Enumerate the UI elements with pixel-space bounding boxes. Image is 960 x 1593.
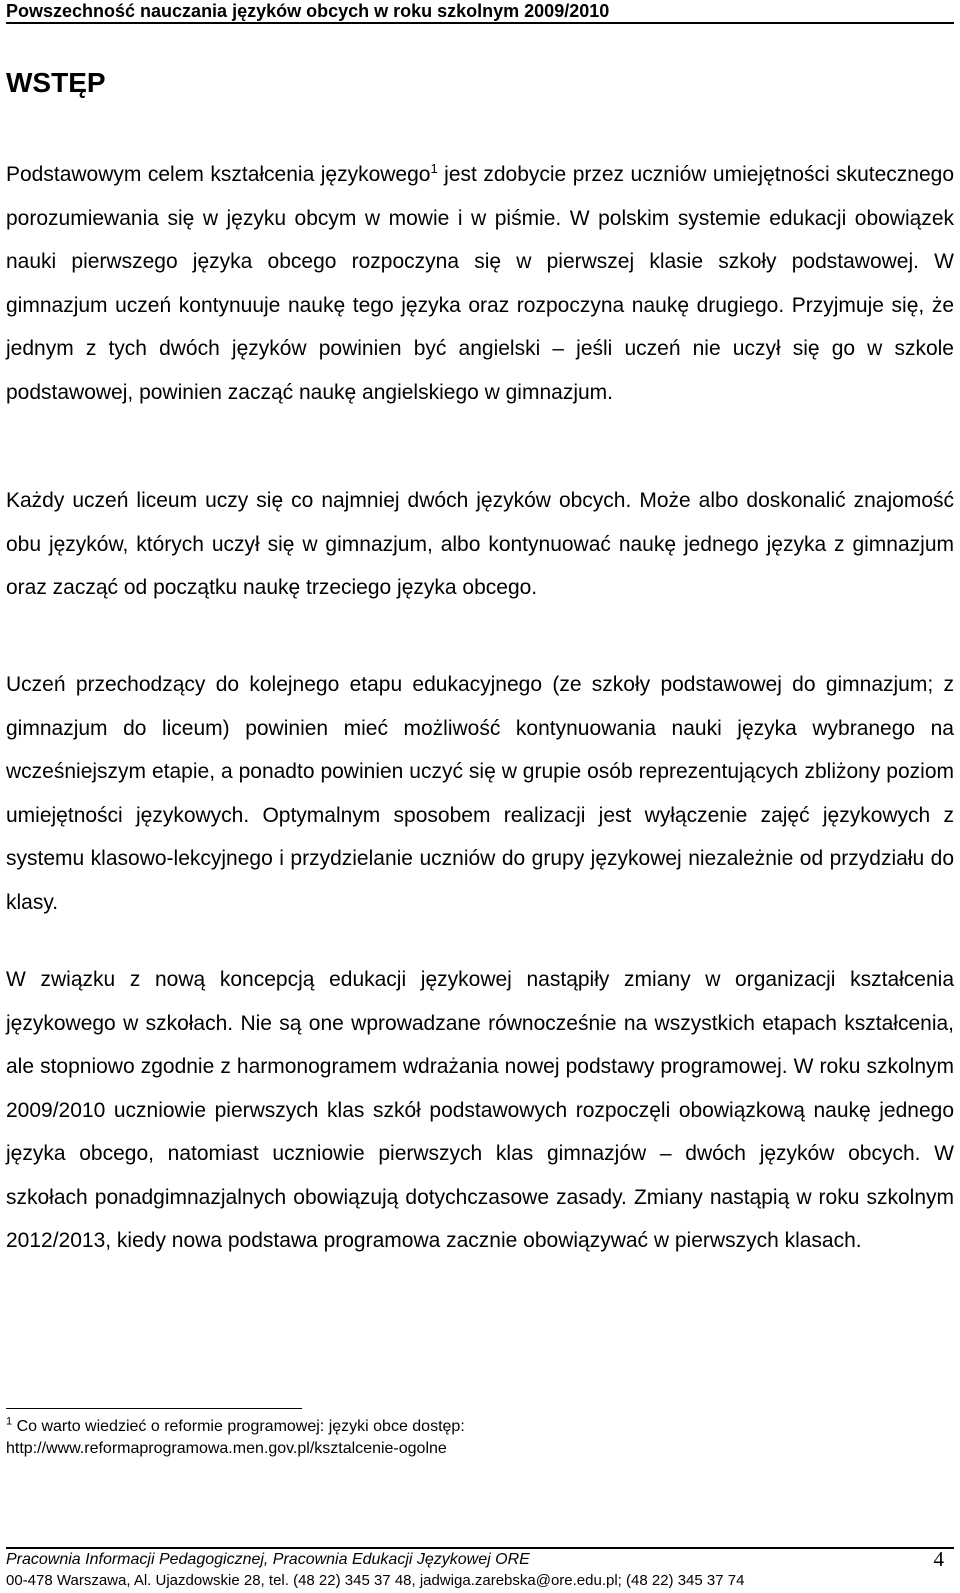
footnote-number: 1 [6, 1415, 13, 1428]
footnote-separator [6, 1408, 302, 1409]
paragraph-1 [6, 153, 954, 414]
footer-contact: 00-478 Warszawa, Al. Ujazdowskie 28, tel. (48 22) 345 37 48, jadwiga.zarebska@ore.edu.pl; (48 22) 345 37 74 [6, 1572, 745, 1589]
paragraph-1-lead: Podstawowym celem kształcenia językowego [6, 163, 431, 186]
paragraph-3: Uczeń przechodzący do kolejnego etapu edukacyjnego (ze szkoły podstawowej do gimnazjum; z gimnazjum do liceum) powinien mieć możliwość kontynuowania nauki języka wybranego na wcześniejszym etapie, a ponadto powinien uczyć się w grupie osób reprezentujących zbliżony poziom umiejętności językowych. Optymalnym sposobem realizacji jest wyłączenie zajęć językowych z systemu klasowo-lekcyjnego i przydzielanie uczniów do grupy językowej niezależnie od przydziału do klasy. [6, 673, 954, 914]
paragraph-4: W związku z nową koncepcją edukacji językowej nastąpiły zmiany w organizacji kształcenia językowego w szkołach. Nie są one wprowadzane równocześnie na wszystkich etapach kształcenia, ale stopniowo zgodnie z harmonogramem wdrażania nowej podstawy programowej. W roku szkolnym 2009/2010 uczniowie pierwszych klas szkół podstawowych rozpoczęli obowiązkową naukę jednego języka obcego, natomiast uczniowie pierwszych klas gimnazjów – dwóch języków obcych. W szkołach ponadgimnazjalnych obowiązują dotychczasowe zasady. Zmiany nastąpią w roku szkolnym 2012/2013, kiedy nowa podstawa programowa zacznie obowiązywać w pierwszych klasach. [6, 968, 954, 1252]
page-number: 4 [933, 1547, 944, 1571]
running-header [6, 0, 954, 24]
paragraph-2: Każdy uczeń liceum uczy się co najmniej dwóch języków obcych. Może albo doskonalić znajomość obu języków, których uczył się w gimnazjum, albo kontynuować naukę jednego języka z gimnazjum oraz zacząć od początku naukę trzeciego języka obcego. [6, 489, 954, 599]
footnote-link[interactable]: http://www.reformaprogramowa.men.gov.pl/ksztalcenie-ogolne [6, 1440, 447, 1457]
section-heading: WSTĘP [6, 67, 106, 98]
header-title: Powszechność nauczania języków obcych w roku szkolnym 2009/2010 [6, 1, 610, 21]
paragraph-1-rest: jest zdobycie przez uczniów umiejętności skutecznego porozumiewania się w języku obcym w mowie i w piśmie. W polskim systemie edukacji obowiązek nauki pierwszego języka obcego rozpoczyna się w pierwszej klasie szkoły podstawowej. W gimnazjum uczeń kontynuuje naukę tego języka oraz rozpoczyna naukę drugiego. Przyjmuje się, że jednym z tych dwóch języków powinien być angielski – jeśli uczeń nie uczył się go w szkole podstawowej, powinien zacząć naukę angielskiego w gimnazjum. [6, 163, 955, 404]
footnote-reference[interactable]: 1 [430, 161, 438, 176]
footer-institution: Pracownia Informacji Pedagogicznej, Pracownia Edukacji Językowej ORE [6, 1551, 530, 1568]
footnote-text: Co warto wiedzieć o reformie programowej: języki obce dostęp: [12, 1418, 465, 1435]
footer-separator [6, 1547, 954, 1549]
footnote [6, 1416, 954, 1460]
